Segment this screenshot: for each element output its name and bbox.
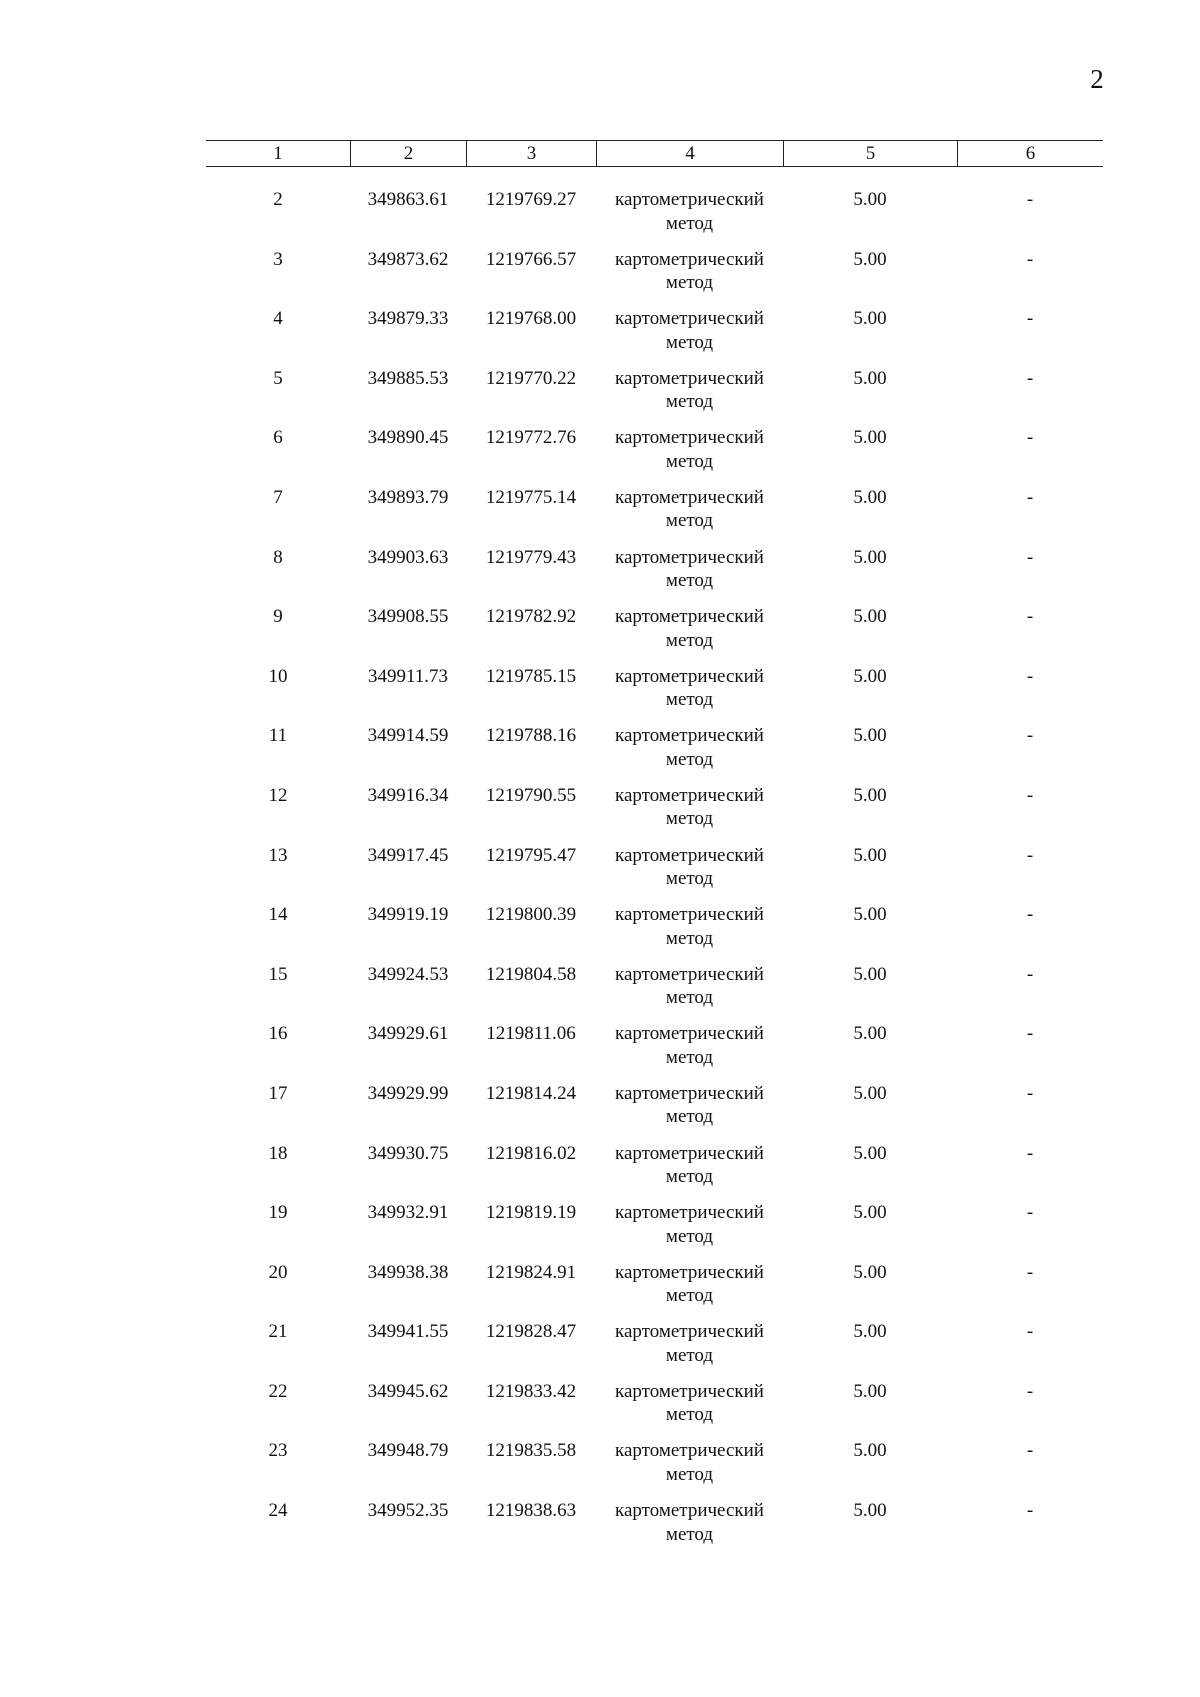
accuracy-value: 5.00	[853, 665, 887, 687]
method-line-1: картометрический	[615, 248, 764, 270]
method-cell	[596, 307, 783, 354]
note-value: -	[1026, 1321, 1034, 1343]
table-row	[0, 605, 1200, 665]
header-col-2: 2	[350, 141, 466, 166]
method-line-2: метод	[665, 391, 714, 413]
coordinate-y: 1219835.58	[485, 1440, 577, 1462]
accuracy-value: 5.00	[853, 784, 887, 806]
accuracy-value: 5.00	[853, 486, 887, 508]
method-line-1: картометрический	[615, 427, 764, 449]
header-col-4: 4	[596, 141, 783, 166]
note-value: -	[1026, 606, 1034, 628]
coordinate-y: 1219785.15	[485, 665, 577, 687]
method-line-2: метод	[665, 212, 714, 234]
coordinate-y: 1219772.76	[485, 427, 577, 449]
table-row	[0, 307, 1200, 367]
accuracy-value: 5.00	[853, 1142, 887, 1164]
method-line-1: картометрический	[615, 367, 764, 389]
table-body	[0, 188, 1200, 1559]
coordinate-x: 349952.35	[367, 1500, 449, 1522]
note-value: -	[1026, 1202, 1034, 1224]
note-value: -	[1026, 1380, 1034, 1402]
coordinate-y: 1219770.22	[485, 367, 577, 389]
method-cell	[596, 188, 783, 235]
header-col-6: 6	[957, 141, 1103, 166]
method-line-1: картометрический	[615, 1261, 764, 1283]
note-value: -	[1026, 427, 1034, 449]
coordinate-x: 349929.99	[367, 1082, 449, 1104]
accuracy-value: 5.00	[853, 367, 887, 389]
note-value: -	[1026, 367, 1034, 389]
accuracy-value: 5.00	[853, 427, 887, 449]
coordinate-y: 1219811.06	[486, 1023, 576, 1045]
accuracy-value: 5.00	[853, 308, 887, 330]
coordinate-y: 1219814.24	[485, 1082, 577, 1104]
method-line-2: метод	[665, 331, 714, 353]
table-row	[0, 665, 1200, 725]
point-number: 21	[268, 1321, 288, 1343]
table-row	[0, 426, 1200, 486]
note-value: -	[1026, 1440, 1034, 1462]
table-row	[0, 724, 1200, 784]
coordinate-x: 349893.79	[367, 486, 449, 508]
table-row	[0, 546, 1200, 606]
method-line-2: метод	[665, 450, 714, 472]
point-number: 14	[268, 904, 288, 926]
coordinate-y: 1219775.14	[485, 486, 577, 508]
method-line-2: метод	[665, 987, 714, 1009]
method-line-2: метод	[665, 689, 714, 711]
coordinate-y: 1219795.47	[485, 844, 577, 866]
method-line-2: метод	[665, 1523, 714, 1545]
method-line-1: картометрический	[615, 963, 764, 985]
note-value: -	[1026, 546, 1034, 568]
coordinate-x: 349945.62	[367, 1380, 449, 1402]
table-row	[0, 1082, 1200, 1142]
coordinate-y: 1219790.55	[485, 784, 577, 806]
method-line-1: картометрический	[615, 1380, 764, 1402]
table-row	[0, 1201, 1200, 1261]
method-line-1: картометрический	[615, 1082, 764, 1104]
coordinate-y: 1219816.02	[485, 1142, 577, 1164]
coordinate-x: 349932.91	[367, 1202, 449, 1224]
coordinate-x: 349863.61	[367, 189, 449, 210]
method-line-1: картометрический	[615, 1202, 764, 1224]
coordinate-y: 1219800.39	[485, 904, 577, 926]
note-value: -	[1026, 248, 1034, 270]
accuracy-value: 5.00	[853, 1261, 887, 1283]
note-value: -	[1026, 1082, 1034, 1104]
point-number: 15	[268, 963, 288, 985]
method-cell	[596, 1142, 783, 1189]
coordinate-x: 349924.53	[367, 963, 449, 985]
method-line-1: картометрический	[615, 665, 764, 687]
point-number: 11	[268, 725, 288, 747]
method-line-1: картометрический	[615, 1142, 764, 1164]
method-cell	[596, 1082, 783, 1129]
accuracy-value: 5.00	[853, 1202, 887, 1224]
method-line-1: картометрический	[615, 725, 764, 747]
method-cell	[596, 963, 783, 1010]
note-value: -	[1026, 1023, 1034, 1045]
method-cell	[596, 1201, 783, 1248]
note-value: -	[1026, 1261, 1034, 1283]
method-cell	[596, 1320, 783, 1367]
table-row	[0, 1142, 1200, 1202]
point-number: 2	[273, 189, 283, 210]
method-cell	[596, 1261, 783, 1308]
coordinate-x: 349941.55	[367, 1321, 449, 1343]
table-row	[0, 486, 1200, 546]
coordinate-x: 349930.75	[367, 1142, 449, 1164]
table-row	[0, 844, 1200, 904]
point-number: 6	[273, 427, 283, 449]
method-line-1: картометрический	[615, 1500, 764, 1522]
header-col-5: 5	[783, 141, 957, 166]
note-value: -	[1026, 665, 1034, 687]
coordinate-y: 1219766.57	[485, 248, 577, 270]
coordinate-y: 1219769.27	[485, 189, 577, 210]
coordinate-y: 1219819.19	[485, 1202, 577, 1224]
coordinate-x: 349885.53	[367, 367, 449, 389]
coordinate-x: 349903.63	[367, 546, 449, 568]
point-number: 4	[273, 308, 283, 330]
method-line-2: метод	[665, 1285, 714, 1307]
coordinate-y: 1219828.47	[485, 1321, 577, 1343]
method-cell	[596, 724, 783, 771]
coordinate-x: 349911.73	[367, 665, 449, 687]
table-row	[0, 1261, 1200, 1321]
accuracy-value: 5.00	[853, 248, 887, 270]
method-cell	[596, 1439, 783, 1486]
note-value: -	[1026, 725, 1034, 747]
coordinate-x: 349938.38	[367, 1261, 449, 1283]
method-line-2: метод	[665, 868, 714, 890]
point-number: 12	[268, 784, 288, 806]
coordinate-x: 349917.45	[367, 844, 449, 866]
accuracy-value: 5.00	[853, 963, 887, 985]
table-row	[0, 1499, 1200, 1559]
note-value: -	[1026, 963, 1034, 985]
note-value: -	[1026, 1142, 1034, 1164]
point-number: 17	[268, 1082, 288, 1104]
method-line-2: метод	[665, 510, 714, 532]
method-cell	[596, 844, 783, 891]
method-line-1: картометрический	[615, 1321, 764, 1343]
note-value: -	[1026, 486, 1034, 508]
method-cell	[596, 605, 783, 652]
accuracy-value: 5.00	[853, 844, 887, 866]
method-line-1: картометрический	[615, 308, 764, 330]
method-line-1: картометрический	[615, 904, 764, 926]
coordinate-x: 349908.55	[367, 606, 449, 628]
coordinate-y: 1219779.43	[485, 546, 577, 568]
method-cell	[596, 426, 783, 473]
method-line-1: картометрический	[615, 606, 764, 628]
method-line-1: картометрический	[615, 1023, 764, 1045]
point-number: 19	[268, 1202, 288, 1224]
coordinate-x: 349916.34	[367, 784, 449, 806]
method-cell	[596, 903, 783, 950]
coordinate-y: 1219824.91	[485, 1261, 577, 1283]
point-number: 13	[268, 844, 288, 866]
note-value: -	[1026, 904, 1034, 926]
accuracy-value: 5.00	[853, 1082, 887, 1104]
method-line-1: картометрический	[615, 189, 764, 210]
method-cell	[596, 1022, 783, 1069]
coordinate-y: 1219788.16	[485, 725, 577, 747]
point-number: 9	[273, 606, 283, 628]
table-row	[0, 188, 1200, 248]
method-line-1: картометрический	[615, 546, 764, 568]
coordinate-y: 1219838.63	[485, 1500, 577, 1522]
method-line-2: метод	[665, 1225, 714, 1247]
coordinate-x: 349914.59	[367, 725, 449, 747]
method-line-1: картометрический	[615, 1440, 764, 1462]
accuracy-value: 5.00	[853, 1500, 887, 1522]
header-col-3: 3	[466, 141, 596, 166]
method-line-2: метод	[665, 1046, 714, 1068]
method-line-1: картометрический	[615, 784, 764, 806]
header-col-1: 1	[273, 143, 283, 164]
point-number: 7	[273, 486, 283, 508]
point-number: 5	[273, 367, 283, 389]
table-row	[0, 1380, 1200, 1440]
page-number: 2	[1090, 64, 1104, 94]
method-line-2: метод	[665, 808, 714, 830]
note-value: -	[1026, 844, 1034, 866]
accuracy-value: 5.00	[853, 1321, 887, 1343]
table-row	[0, 784, 1200, 844]
point-number: 23	[268, 1440, 288, 1462]
coordinate-y: 1219782.92	[485, 606, 577, 628]
accuracy-value: 5.00	[853, 725, 887, 747]
note-value: -	[1026, 1500, 1034, 1522]
method-cell	[596, 367, 783, 414]
method-cell	[596, 1380, 783, 1427]
table-row	[0, 1320, 1200, 1380]
accuracy-value: 5.00	[853, 1023, 887, 1045]
method-line-2: метод	[665, 927, 714, 949]
method-line-2: метод	[665, 629, 714, 651]
method-line-2: метод	[665, 1166, 714, 1187]
method-line-2: метод	[665, 1344, 714, 1366]
method-line-1: картометрический	[615, 486, 764, 508]
method-line-2: метод	[665, 1463, 714, 1485]
coordinate-y: 1219768.00	[485, 308, 577, 330]
accuracy-value: 5.00	[853, 606, 887, 628]
point-number: 3	[273, 248, 283, 270]
point-number: 8	[273, 546, 283, 568]
method-cell	[596, 546, 783, 593]
point-number: 24	[268, 1500, 288, 1522]
method-cell	[596, 784, 783, 831]
accuracy-value: 5.00	[853, 904, 887, 926]
method-line-2: метод	[665, 272, 714, 294]
method-line-1: картометрический	[615, 844, 764, 866]
table-row	[0, 367, 1200, 427]
method-cell	[596, 665, 783, 712]
coordinate-x: 349879.33	[367, 308, 449, 330]
table-row	[0, 1022, 1200, 1082]
accuracy-value: 5.00	[853, 189, 887, 210]
coordinate-x: 349919.19	[367, 904, 449, 926]
table-row	[0, 963, 1200, 1023]
point-number: 16	[268, 1023, 288, 1045]
method-cell	[596, 1499, 783, 1546]
point-number: 22	[268, 1380, 288, 1402]
accuracy-value: 5.00	[853, 546, 887, 568]
table-row	[0, 248, 1200, 308]
point-number: 10	[268, 665, 288, 687]
method-line-2: метод	[665, 570, 714, 592]
coordinate-x: 349948.79	[367, 1440, 449, 1462]
table-row	[0, 903, 1200, 963]
coordinate-x: 349929.61	[367, 1023, 449, 1045]
point-number: 18	[268, 1142, 288, 1164]
accuracy-value: 5.00	[853, 1440, 887, 1462]
table-row	[0, 1439, 1200, 1499]
note-value: -	[1026, 308, 1034, 330]
table-header	[206, 140, 1103, 167]
method-line-2: метод	[665, 748, 714, 770]
coordinate-x: 349890.45	[367, 427, 449, 449]
coordinate-y: 1219804.58	[485, 963, 577, 985]
method-line-2: метод	[665, 1106, 714, 1128]
method-cell	[596, 486, 783, 533]
note-value: -	[1026, 784, 1034, 806]
coordinate-y: 1219833.42	[485, 1380, 577, 1402]
note-value: -	[1026, 189, 1034, 210]
coordinate-x: 349873.62	[367, 248, 449, 270]
method-cell	[596, 248, 783, 295]
accuracy-value: 5.00	[853, 1380, 887, 1402]
method-line-2: метод	[665, 1404, 714, 1426]
point-number: 20	[268, 1261, 288, 1283]
